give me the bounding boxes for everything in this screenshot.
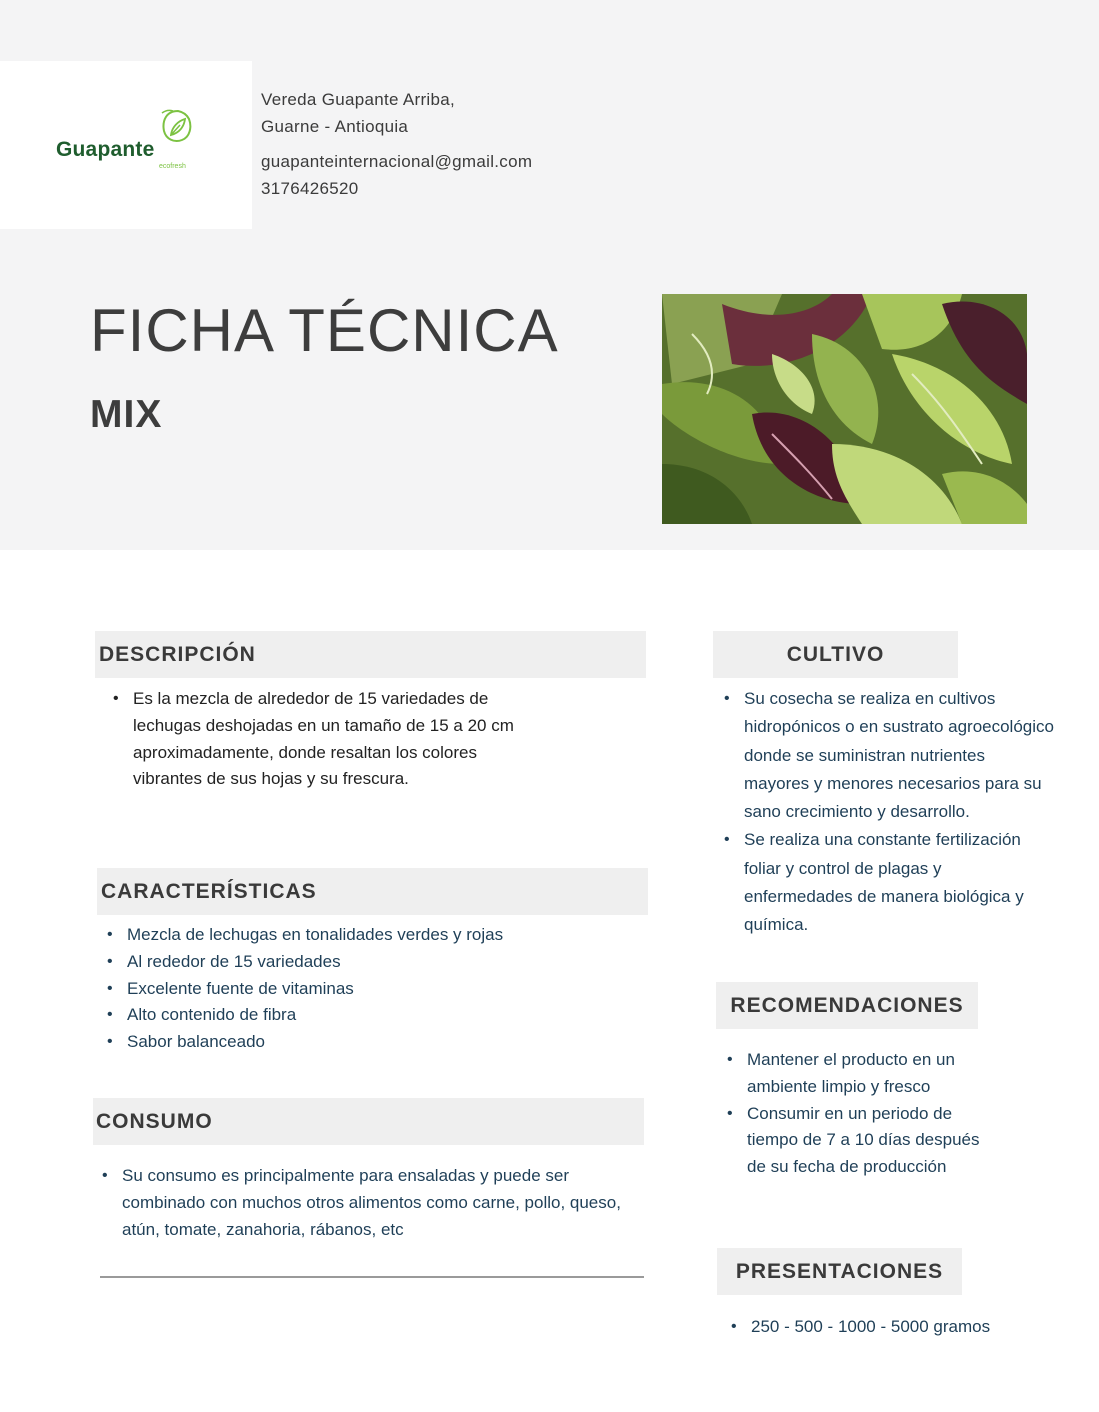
list-item: • Alto contenido de fibra: [127, 1002, 627, 1029]
cultivo-list: [744, 685, 1054, 940]
divider: [100, 1276, 644, 1278]
brand-tagline: ecofresh: [159, 163, 186, 170]
phone-number: 3176426520: [261, 179, 359, 198]
list-item: • Su cosecha se realiza en cultivos hidropónicos o en sustrato agroecológico donde se suministran nutrientes mayores y menores necesarios para su sano crecimiento y desarrollo.: [744, 685, 1054, 826]
caracteristicas-list: [127, 922, 627, 1056]
section-heading-recomendaciones: RECOMENDACIONES: [716, 982, 978, 1029]
address-line-1: Vereda Guapante Arriba,: [261, 90, 456, 109]
consumo-list: [122, 1163, 632, 1243]
presentaciones-list: [751, 1314, 1071, 1341]
contact-info: [261, 148, 532, 202]
section-heading-caracteristicas: CARACTERÍSTICAS: [97, 868, 648, 915]
contact-address: [261, 86, 455, 140]
section-heading-presentaciones: PRESENTACIONES: [717, 1248, 962, 1295]
leaf-logo-icon: [158, 107, 194, 147]
list-item: • 250 - 500 - 1000 - 5000 gramos: [751, 1314, 1071, 1341]
section-heading-descripcion: DESCRIPCIÓN: [95, 631, 646, 678]
product-name: MIX: [90, 393, 163, 436]
list-item: • Al rededor de 15 variedades: [127, 949, 627, 976]
list-item: • Se realiza una constante fertilización foliar y control de plagas y enfermedades de manera biológica y química.: [744, 826, 1054, 939]
list-item: • Excelente fuente de vitaminas: [127, 976, 627, 1003]
page-title: FICHA TÉCNICA: [90, 297, 559, 364]
list-item: • Mezcla de lechugas en tonalidades verdes y rojas: [127, 922, 627, 949]
address-line-2: Guarne - Antioquia: [261, 117, 409, 136]
list-item: • Su consumo es principalmente para ensaladas y puede ser combinado con muchos otros alimentos como carne, pollo, queso, atún, tomate, zanahoria, rábanos, etc: [122, 1163, 632, 1243]
list-item: • Consumir en un periodo de tiempo de 7 a 10 días después de su fecha de producción: [747, 1101, 997, 1181]
list-item: • Es la mezcla de alrededor de 15 variedades de lechugas deshojadas en un tamaño de 15 a 20 cm aproximadamente, donde resaltan los colores vibrantes de sus hojas y su frescura.: [133, 686, 523, 793]
descripcion-list: [133, 686, 523, 793]
recomendaciones-list: [747, 1047, 997, 1181]
section-heading-consumo: CONSUMO: [93, 1098, 644, 1145]
lettuce-illustration: [662, 294, 1027, 524]
section-heading-cultivo: CULTIVO: [713, 631, 958, 678]
email-link[interactable]: guapanteinternacional@gmail.com: [261, 152, 533, 171]
brand-name: Guapante: [56, 138, 155, 161]
list-item: • Mantener el producto en un ambiente limpio y fresco: [747, 1047, 997, 1101]
mixed-lettuce-photo: [662, 294, 1027, 524]
list-item: • Sabor balanceado: [127, 1029, 627, 1056]
